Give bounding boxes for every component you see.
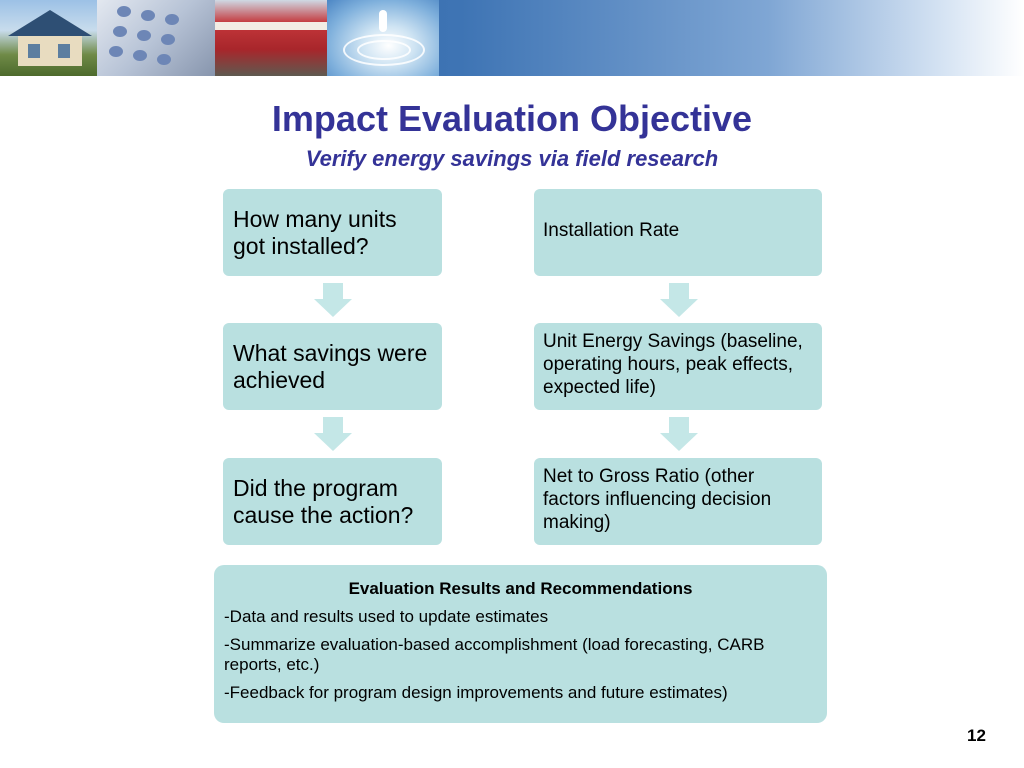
water-drop-image [327, 0, 439, 76]
results-item: -Summarize evaluation-based accomplishment (load forecasting, CARB reports, etc.) [224, 635, 765, 674]
down-arrow-icon [314, 283, 352, 317]
metric-box-net-to-gross [534, 458, 822, 545]
results-box [214, 565, 827, 723]
question-box-program-cause [223, 458, 442, 545]
header-banner [0, 0, 1024, 76]
phone-keypad-image [97, 0, 215, 76]
down-arrow-icon [660, 283, 698, 317]
results-item: -Feedback for program design improvements and future estimates) [224, 683, 728, 702]
question-box-units-installed [223, 189, 442, 276]
results-title: Evaluation Results and Recommendations [348, 579, 693, 598]
train-crossing-image [215, 0, 327, 76]
metric-box-installation-rate [534, 189, 822, 276]
metric-text: Unit Energy Savings (baseline, operating hours, peak effects, expected life) [543, 331, 803, 398]
page-number: 12 [967, 726, 986, 745]
metric-text: Installation Rate [543, 220, 680, 241]
question-text: Did the program cause the action? [233, 474, 414, 528]
down-arrow-icon [314, 417, 352, 451]
page-title: Impact Evaluation Objective [271, 98, 753, 139]
metric-box-unit-energy-savings [534, 323, 822, 410]
down-arrow-icon [660, 417, 698, 451]
question-text: What savings were achieved [233, 339, 428, 393]
results-item: -Data and results used to update estimates [224, 607, 549, 626]
house-solar-panels-image [0, 0, 97, 76]
question-box-savings-achieved [223, 323, 442, 410]
metric-text: Net to Gross Ratio (other factors influencing decision making) [543, 466, 772, 533]
question-text: How many units got installed? [233, 205, 397, 259]
page-subtitle: Verify energy savings via field research [305, 146, 719, 171]
